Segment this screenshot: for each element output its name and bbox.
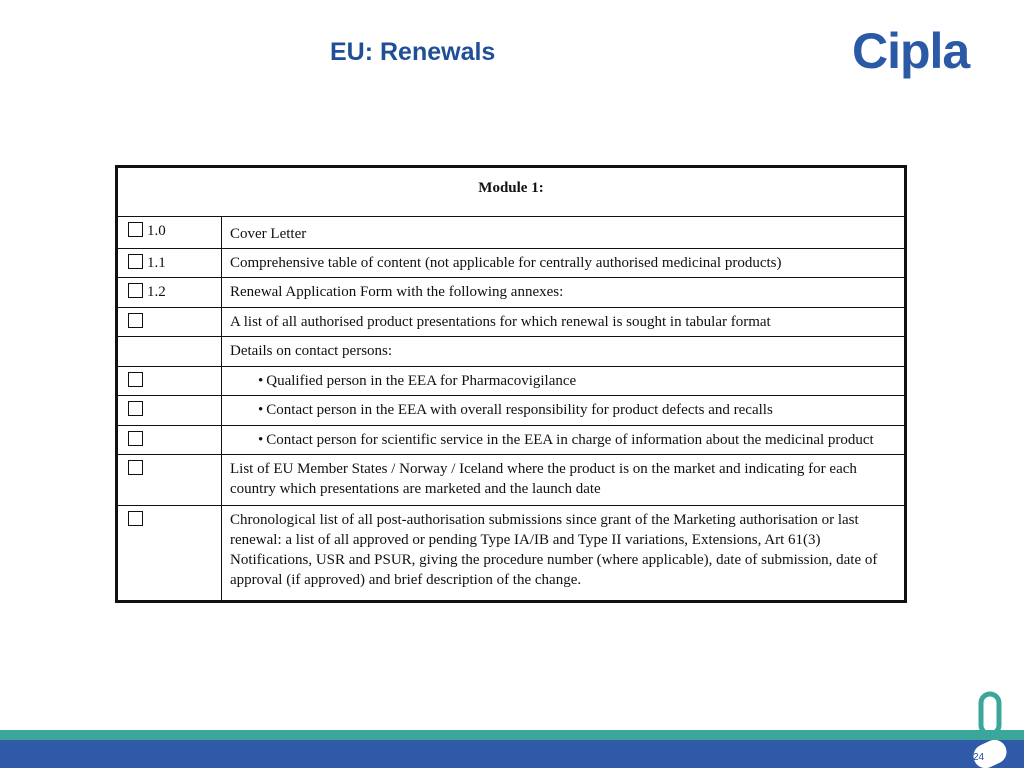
checkbox-icon[interactable]	[128, 313, 143, 328]
table-row	[118, 249, 905, 278]
row-number: 1.1	[147, 255, 166, 271]
row-number: 1.0	[147, 223, 166, 239]
checkbox-icon[interactable]	[128, 460, 143, 475]
checkbox-icon[interactable]	[128, 372, 143, 387]
checkbox-icon[interactable]	[128, 283, 143, 298]
row-text: A list of all authorised product presentations for which renewal is sought in tabular format	[222, 307, 905, 336]
footer-bar	[0, 740, 1024, 768]
table-row	[118, 278, 905, 307]
cipla-logo: Cipla	[852, 23, 970, 79]
table-row	[118, 217, 905, 249]
checkbox-icon[interactable]	[128, 431, 143, 446]
page-number: 24	[973, 752, 985, 763]
row-text: Contact person for scientific service in the EEA in charge of information about the medicinal product	[266, 431, 874, 448]
table-row	[118, 396, 905, 425]
row-text: Chronological list of all post-authorisation submissions since grant of the Marketing authorisation or last renewal: a list of all approved or pending Type IA/IB and Type II variations, Extensions, Art 61(3) Notifications, USR and PSUR, giving the procedure number (where applicable), date of submission, date of approval (if approved) and brief description of the change.	[222, 506, 905, 601]
table-row	[118, 506, 905, 601]
table-row	[118, 337, 905, 366]
row-number: 1.2	[147, 284, 166, 301]
checkbox-icon[interactable]	[128, 222, 143, 237]
checkbox-icon[interactable]	[128, 401, 143, 416]
row-text: List of EU Member States / Norway / Iceland where the product is on the market and indicating for each country which presentations are marketed and the launch date	[222, 454, 905, 505]
bullet-icon: •	[258, 431, 264, 448]
row-text: Contact person in the EEA with overall responsibility for product defects and recalls	[266, 402, 773, 419]
footer-accent-bar	[0, 730, 1024, 740]
module-1-table	[117, 167, 905, 601]
row-text: Renewal Application Form with the following annexes:	[222, 278, 905, 307]
bullet-icon: •	[258, 402, 264, 419]
table-row	[118, 454, 905, 505]
slide-title: EU: Renewals	[330, 38, 496, 66]
module-heading: Module 1:	[118, 168, 905, 217]
row-text: Details on contact persons:	[222, 337, 905, 366]
table-row	[118, 366, 905, 395]
bullet-icon: •	[258, 372, 264, 389]
checkbox-icon[interactable]	[128, 511, 143, 526]
module-1-document	[115, 165, 907, 603]
row-text: Qualified person in the EEA for Pharmacovigilance	[266, 372, 577, 389]
checkbox-icon[interactable]	[128, 254, 143, 269]
row-text: Comprehensive table of content (not applicable for centrally authorised medicinal products)	[222, 249, 905, 278]
row-text: Cover Letter	[222, 217, 905, 249]
table-row	[118, 307, 905, 336]
table-row	[118, 425, 905, 454]
table-header-row	[118, 168, 905, 217]
